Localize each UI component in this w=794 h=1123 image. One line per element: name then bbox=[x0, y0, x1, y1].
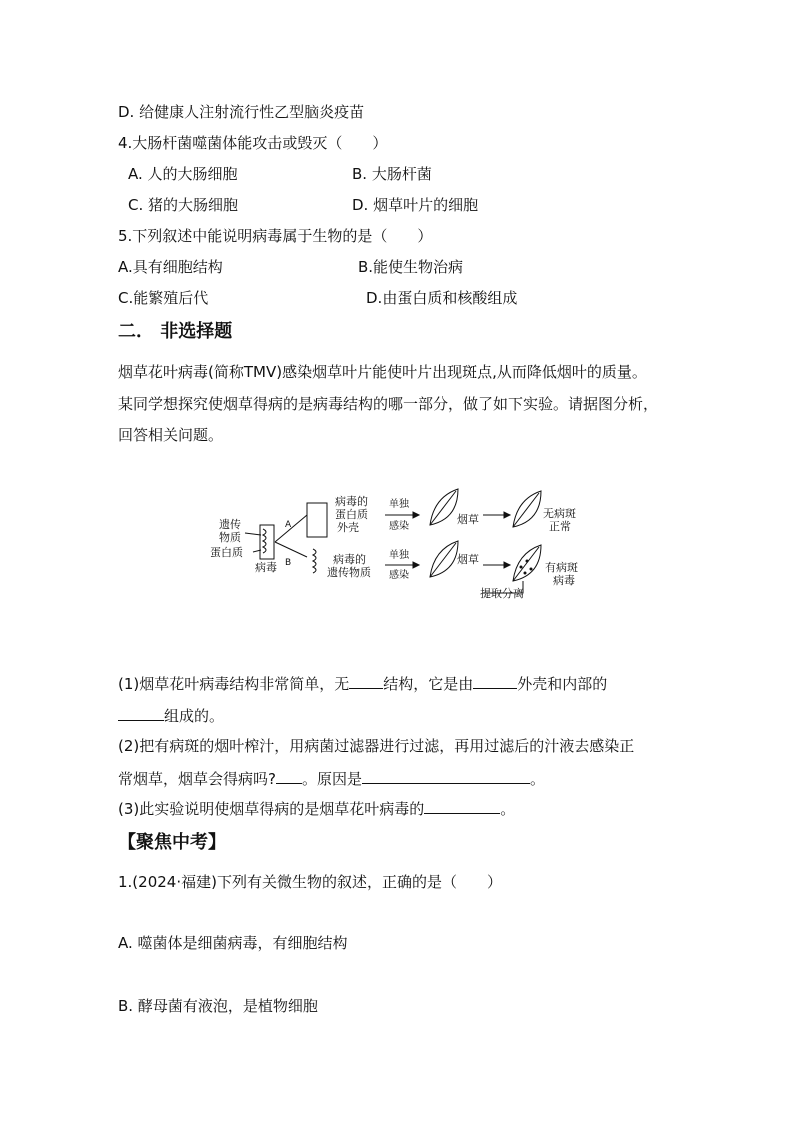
intro-line-3: 回答相关问题。 bbox=[118, 426, 224, 444]
label-result-normal-1: 无病斑 bbox=[543, 507, 576, 520]
protein-coat-shape bbox=[307, 503, 327, 537]
label-branch-a: A bbox=[285, 520, 292, 530]
label-infect-top-2: 感染 bbox=[389, 521, 409, 532]
exam-q1-stem: 1.(2024·福建)下列有关微生物的叙述，正确的是（ ） bbox=[118, 873, 502, 891]
label-result-disease-1: 有病斑 bbox=[545, 561, 578, 574]
label-tobacco-top: 烟草 bbox=[457, 513, 479, 526]
label-tobacco-bottom: 烟草 bbox=[457, 553, 479, 566]
label-virus: 病毒 bbox=[255, 561, 277, 574]
q5-stem: 5.下列叙述中能说明病毒属于生物的是（ ） bbox=[118, 227, 433, 245]
exam-q1-option-a: A. 噬菌体是细菌病毒，有细胞结构 bbox=[118, 934, 348, 952]
subq2-blank-2[interactable] bbox=[362, 768, 530, 784]
genetic-coil-shape bbox=[313, 549, 316, 573]
subq1-text-2: 结构，它是由 bbox=[383, 675, 474, 693]
label-branch-b: B bbox=[285, 558, 292, 568]
subq3-blank[interactable] bbox=[424, 798, 500, 814]
label-infect-bottom-2: 感染 bbox=[389, 570, 409, 581]
label-result-normal-2: 正常 bbox=[549, 520, 571, 533]
subq2-text-2: 。原因是 bbox=[301, 770, 362, 788]
branch-b-line bbox=[275, 542, 307, 557]
exam-q1-option-b: B. 酵母菌有液泡，是植物细胞 bbox=[118, 997, 318, 1015]
q5-option-d: D.由蛋白质和核酸组成 bbox=[366, 289, 518, 307]
q5-option-c: C.能繁殖后代 bbox=[118, 289, 209, 307]
intro-line-2: 某同学想探究使烟草得病的是病毒结构的哪一部分，做了如下实验。请据图分析， bbox=[118, 395, 659, 413]
label-viral-gm-1: 病毒的 bbox=[333, 553, 366, 566]
subq2-blank-1[interactable] bbox=[276, 768, 302, 784]
label-result-disease-2: 病毒 bbox=[553, 574, 575, 587]
subq3-text-1: (3)此实验说明使烟草得病的是烟草花叶病毒的 bbox=[118, 800, 425, 818]
q4-option-a: A. 人的大肠细胞 bbox=[128, 165, 238, 183]
subq3-text-2: 。 bbox=[500, 800, 516, 818]
subq2-text-3: 。 bbox=[529, 770, 545, 788]
label-coat-2: 蛋白质 bbox=[335, 508, 368, 521]
q4-option-d: D. 烟草叶片的细胞 bbox=[352, 196, 479, 214]
label-genetic-material-1: 遗传 bbox=[219, 518, 241, 531]
section-heading-nonchoice: 二． 非选择题 bbox=[118, 321, 233, 342]
label-coat-3: 外壳 bbox=[337, 521, 359, 534]
q3-option-d: D. 给健康人注射流行性乙型脑炎疫苗 bbox=[118, 103, 365, 121]
label-coat-1: 病毒的 bbox=[335, 495, 368, 508]
subq2-text-1: 常烟草，烟草会得病吗? bbox=[118, 770, 276, 788]
label-genetic-material-2: 物质 bbox=[219, 531, 241, 544]
spot-2 bbox=[526, 560, 529, 563]
q4-stem: 4.大肠杆菌噬菌体能攻击或毁灭（ ） bbox=[118, 134, 388, 152]
pointer-genetic bbox=[245, 533, 261, 535]
subq1-blank-1[interactable] bbox=[349, 673, 383, 689]
subq1-line-1 bbox=[118, 673, 607, 694]
label-extract: 提取分离 bbox=[480, 587, 524, 600]
virus-coil-shape bbox=[263, 529, 266, 553]
subq3-line bbox=[118, 798, 515, 819]
subq1-text-4: 组成的。 bbox=[164, 707, 225, 725]
subq1-blank-2[interactable] bbox=[473, 673, 517, 689]
label-viral-gm-2: 遗传物质 bbox=[327, 566, 371, 579]
arrow-head-result-bottom bbox=[504, 562, 510, 568]
subq1-text-1: (1)烟草花叶病毒结构非常简单，无 bbox=[118, 675, 350, 693]
label-protein: 蛋白质 bbox=[210, 546, 243, 559]
section-heading-exam-focus: 【聚焦中考】 bbox=[118, 832, 226, 853]
intro-line-1: 烟草花叶病毒(简称TMV)感染烟草叶片能使叶片出现斑点,从而降低烟叶的质量。 bbox=[118, 363, 647, 381]
arrow-head-top bbox=[413, 512, 419, 518]
subq1-text-3: 外壳和内部的 bbox=[517, 675, 608, 693]
spot-1 bbox=[520, 566, 523, 569]
q5-option-a: A.具有细胞结构 bbox=[118, 258, 223, 276]
q5-option-b: B.能使生物治病 bbox=[358, 258, 464, 276]
virus-particle-shape bbox=[260, 525, 274, 559]
spot-3 bbox=[530, 568, 533, 571]
q4-option-c: C. 猪的大肠细胞 bbox=[128, 196, 239, 214]
subq1-blank-3[interactable] bbox=[118, 705, 164, 721]
experiment-diagram bbox=[210, 485, 615, 605]
subq1-line-2 bbox=[118, 705, 224, 726]
label-infect-top-1: 单独 bbox=[389, 499, 409, 510]
arrow-head-result-top bbox=[504, 512, 510, 518]
subq2-line-1: (2)把有病斑的烟叶榨汁，用病菌过滤器进行过滤，再用过滤后的汁液去感染正 bbox=[118, 737, 635, 755]
subq2-line-2 bbox=[118, 768, 545, 789]
spot-4 bbox=[524, 572, 527, 575]
q4-option-b: B. 大肠杆菌 bbox=[352, 165, 432, 183]
arrow-head-bottom bbox=[413, 562, 419, 568]
label-infect-bottom-1: 单独 bbox=[389, 550, 409, 561]
